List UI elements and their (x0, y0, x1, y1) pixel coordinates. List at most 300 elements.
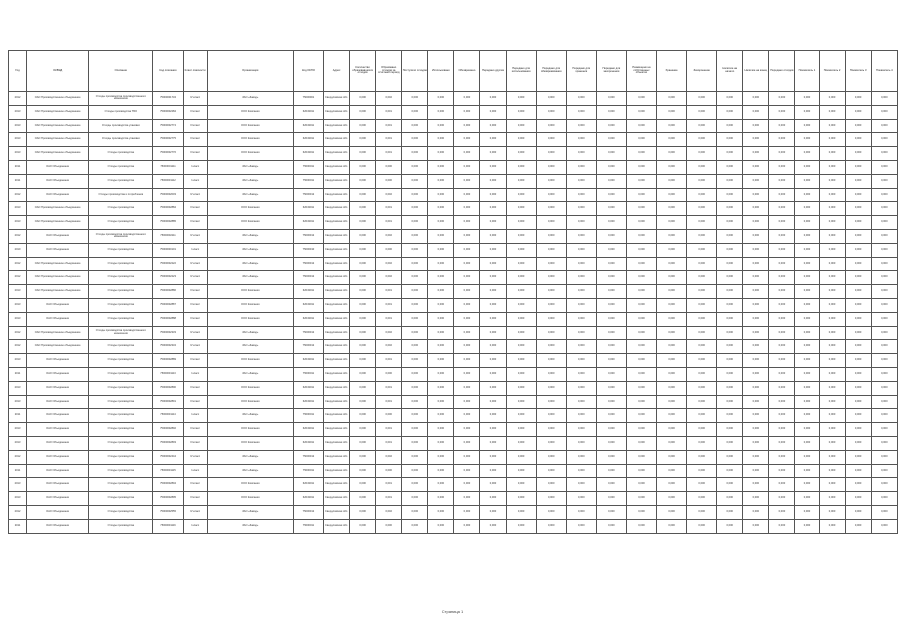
table-cell: 0,000 (536, 216, 566, 230)
table-cell: 0,000 (717, 409, 743, 423)
table-cell: 75000001112 (153, 174, 183, 188)
table-cell: 0,000 (454, 174, 480, 188)
table-cell: 0,000 (402, 354, 428, 368)
table-cell: 0,000 (795, 285, 819, 299)
table-cell: Отходы производства упаковки (89, 119, 153, 133)
table-cell: 0,000 (717, 381, 743, 395)
table-cell: ЗАО «Завод» (207, 243, 293, 257)
table-cell: IV класс (183, 505, 207, 519)
table-cell: 0,000 (795, 381, 819, 395)
table-cell: 0,000 (480, 188, 506, 202)
table-cell: 75000002889 (153, 354, 183, 368)
table-cell: 0,001 (376, 436, 402, 450)
table-cell: Свердловская обл. (324, 229, 350, 243)
table-cell: 0,000 (769, 423, 795, 437)
table-cell: 0,000 (845, 119, 871, 133)
table-row (9, 381, 898, 395)
table-cell: Свердловская обл. (324, 367, 350, 381)
table-row (9, 188, 898, 202)
table-cell: 0,000 (626, 257, 656, 271)
header-row (9, 51, 898, 92)
table-cell: 0,000 (845, 519, 871, 533)
table-cell: ОАО Производственное объединение (27, 202, 89, 216)
table-cell: 0,000 (536, 409, 566, 423)
table-cell: 0,000 (480, 505, 506, 519)
table-cell: 0,000 (454, 92, 480, 106)
table-cell: 0,000 (428, 492, 454, 506)
table-cell: ОАО Объединение (27, 367, 89, 381)
table-cell: 0,000 (536, 285, 566, 299)
table-cell: 0,000 (454, 354, 480, 368)
table-cell: 0,000 (480, 257, 506, 271)
table-cell: 0,000 (454, 381, 480, 395)
table-cell: 2013 (9, 202, 27, 216)
table-cell: 2012 (9, 326, 27, 340)
table-cell: 0,000 (795, 160, 819, 174)
table-cell: 0,000 (871, 285, 897, 299)
table-cell: Свердловская обл. (324, 216, 350, 230)
table-cell: 0,000 (687, 354, 717, 368)
table-cell: 0,000 (566, 119, 596, 133)
table-cell: 0,000 (536, 381, 566, 395)
table-cell: 0,000 (819, 147, 845, 161)
table-cell: IV класс (183, 326, 207, 340)
table-cell: 0,000 (454, 478, 480, 492)
table-cell: 75000000101 (153, 243, 183, 257)
table-cell: 0,001 (376, 395, 402, 409)
table-cell: 62043011 (293, 285, 323, 299)
table-cell: 75000002776 (153, 147, 183, 161)
table-cell: 0,000 (769, 298, 795, 312)
table-cell: 0,000 (536, 423, 566, 437)
table-cell: 0,000 (428, 160, 454, 174)
table-cell: 0,000 (566, 354, 596, 368)
table-cell: 0,000 (871, 423, 897, 437)
table-cell: 0,000 (454, 188, 480, 202)
table-cell: 0,000 (717, 298, 743, 312)
table-cell: 0,000 (626, 326, 656, 340)
table-cell: 0,000 (687, 174, 717, 188)
table-cell: 0,000 (506, 326, 536, 340)
table-cell: 0,000 (795, 147, 819, 161)
table-cell: 0,001 (376, 133, 402, 147)
table-cell: 0,000 (350, 133, 376, 147)
table-cell: 0,000 (769, 229, 795, 243)
table-cell: ОАО Объединение (27, 354, 89, 368)
table-cell: 0,000 (536, 312, 566, 326)
table-cell: 0,000 (743, 492, 769, 506)
table-cell: 0,000 (506, 423, 536, 437)
table-cell: 75000001115 (153, 464, 183, 478)
column-header: Передано для захоронения (596, 51, 626, 92)
table-cell: 0,000 (819, 478, 845, 492)
table-cell: 0,000 (657, 243, 687, 257)
table-cell: 0,000 (687, 436, 717, 450)
table-cell: 0,000 (566, 381, 596, 395)
table-cell: ОАО Объединение (27, 464, 89, 478)
table-cell: 0,000 (626, 92, 656, 106)
table-cell: 0,000 (717, 174, 743, 188)
table-cell: 0,000 (536, 478, 566, 492)
table-cell: IV класс (183, 257, 207, 271)
table-cell: 0,000 (626, 505, 656, 519)
table-cell: Свердловская обл. (324, 92, 350, 106)
table-cell: 0,000 (743, 354, 769, 368)
table-cell: 0,000 (536, 133, 566, 147)
table-cell: III класс (183, 395, 207, 409)
table-cell: 0,001 (376, 119, 402, 133)
table-cell: IV класс (183, 92, 207, 106)
table-cell: 0,000 (428, 119, 454, 133)
table-cell: 0,000 (845, 257, 871, 271)
column-header: Класс опасности (183, 51, 207, 92)
table-cell: 0,000 (871, 409, 897, 423)
table-cell: Отходы производства (89, 160, 153, 174)
table-row (9, 160, 898, 174)
table-cell: 0,000 (871, 381, 897, 395)
table-cell: 0,000 (845, 423, 871, 437)
table-cell: 0,000 (657, 381, 687, 395)
table-cell: Отходы производства (89, 381, 153, 395)
table-cell: 62043011 (293, 105, 323, 119)
table-cell: 0,000 (769, 340, 795, 354)
table-cell: 62043011 (293, 478, 323, 492)
table-cell: 0,000 (454, 326, 480, 340)
table-cell: 0,000 (717, 436, 743, 450)
table-cell: ООО Компания (207, 492, 293, 506)
table-cell: 0,000 (454, 133, 480, 147)
table-cell: Свердловская обл. (324, 478, 350, 492)
table-cell: 0,000 (350, 243, 376, 257)
table-cell: 0,000 (871, 340, 897, 354)
table-cell: ЗАО «Завод» (207, 409, 293, 423)
table-cell: 0,000 (657, 409, 687, 423)
table-cell: 2011 (9, 160, 27, 174)
table-cell: 0,000 (717, 395, 743, 409)
column-header: Поступило отходов (402, 51, 428, 92)
table-cell: 75000012 (293, 505, 323, 519)
table-cell: 0,000 (871, 436, 897, 450)
table-cell: 0,000 (506, 312, 536, 326)
table-cell: 0,000 (350, 450, 376, 464)
table-cell: 0,000 (350, 216, 376, 230)
table-cell: 0,000 (769, 271, 795, 285)
table-cell: 0,000 (871, 312, 897, 326)
table-cell: 62043011 (293, 298, 323, 312)
column-header: Передано для хранения (566, 51, 596, 92)
document-sheet (8, 50, 898, 534)
table-cell: 75000002334 (153, 340, 183, 354)
table-cell: III класс (183, 285, 207, 299)
column-header: Год (9, 51, 27, 92)
table-cell: 0,000 (536, 119, 566, 133)
table-cell: 0,000 (687, 340, 717, 354)
table-cell: 0,000 (743, 257, 769, 271)
table-cell: 0,000 (428, 312, 454, 326)
table-row (9, 450, 898, 464)
table-row (9, 105, 898, 119)
table-cell: 62043011 (293, 395, 323, 409)
table-cell: 0,000 (687, 409, 717, 423)
table-cell: 2013 (9, 436, 27, 450)
table-cell: 0,000 (596, 105, 626, 119)
table-cell: 0,000 (717, 423, 743, 437)
table-cell: III класс (183, 133, 207, 147)
column-header: Показатель 2 (819, 51, 845, 92)
table-cell: 0,000 (480, 271, 506, 285)
table-cell: 0,000 (376, 243, 402, 257)
table-cell: 0,000 (454, 119, 480, 133)
table-cell: 0,000 (428, 285, 454, 299)
table-cell: 0,000 (743, 216, 769, 230)
table-cell: 0,000 (769, 188, 795, 202)
table-cell: 0,000 (480, 423, 506, 437)
table-cell: ЗАО «Завод» (207, 519, 293, 533)
table-cell: ООО Компания (207, 478, 293, 492)
table-cell: 0,000 (743, 105, 769, 119)
table-cell: Отходы производства (89, 174, 153, 188)
table-cell: 0,000 (566, 202, 596, 216)
table-cell: 0,000 (596, 381, 626, 395)
table-cell: 0,000 (626, 216, 656, 230)
table-cell: 75000011 (293, 174, 323, 188)
table-cell: 0,000 (717, 285, 743, 299)
table-cell: 0,000 (795, 492, 819, 506)
table-cell: 0,000 (657, 174, 687, 188)
table-cell: 0,000 (506, 119, 536, 133)
table-cell: 0,000 (657, 105, 687, 119)
table-cell: 0,000 (819, 354, 845, 368)
table-cell: ООО Компания (207, 202, 293, 216)
table-cell: 0,000 (350, 298, 376, 312)
table-cell: 0,000 (819, 271, 845, 285)
table-cell: 0,000 (717, 354, 743, 368)
table-cell: 0,000 (536, 492, 566, 506)
table-cell: 0,000 (819, 285, 845, 299)
table-cell: 0,000 (506, 285, 536, 299)
table-cell: 0,000 (350, 147, 376, 161)
table-cell: 2012 (9, 188, 27, 202)
table-cell: 0,000 (819, 340, 845, 354)
table-cell: 0,000 (795, 409, 819, 423)
table-cell: Свердловская обл. (324, 133, 350, 147)
table-cell: Отходы производства (89, 450, 153, 464)
table-cell: 0,000 (657, 298, 687, 312)
table-cell: 0,000 (871, 271, 897, 285)
table-cell: 62043011 (293, 381, 323, 395)
table-cell: 0,000 (428, 92, 454, 106)
table-cell: 75000002444 (153, 450, 183, 464)
table-cell: 0,000 (480, 312, 506, 326)
table-cell: 0,000 (454, 367, 480, 381)
table-cell: Свердловская обл. (324, 160, 350, 174)
table-cell: 0,000 (566, 519, 596, 533)
table-cell: 0,000 (769, 436, 795, 450)
table-cell: 0,000 (717, 312, 743, 326)
table-cell: 0,000 (402, 381, 428, 395)
table-cell: 0,000 (566, 367, 596, 381)
table-cell: Отходы производства (89, 340, 153, 354)
table-cell: Свердловская обл. (324, 492, 350, 506)
table-cell: 0,000 (845, 409, 871, 423)
table-cell: 0,000 (769, 478, 795, 492)
table-cell: 0,000 (769, 202, 795, 216)
table-cell: 2013 (9, 381, 27, 395)
table-cell: ООО Компания (207, 119, 293, 133)
table-cell: ЗАО «Завод» (207, 257, 293, 271)
column-header: Передано для использования (506, 51, 536, 92)
table-cell: III класс (183, 119, 207, 133)
table-row (9, 147, 898, 161)
table-cell: 0,000 (626, 174, 656, 188)
table-cell: 0,000 (871, 216, 897, 230)
table-cell: ЗАО «Завод» (207, 464, 293, 478)
table-cell: 0,000 (845, 243, 871, 257)
table-cell: 0,000 (596, 367, 626, 381)
table-cell: 0,000 (536, 505, 566, 519)
table-cell: 0,000 (506, 436, 536, 450)
column-header: Количество образовавшихся отходов (350, 51, 376, 92)
table-cell: 2012 (9, 257, 27, 271)
table-cell: 0,000 (536, 188, 566, 202)
table-cell: 0,000 (626, 298, 656, 312)
table-cell: 0,000 (506, 174, 536, 188)
table-cell: 0,000 (795, 464, 819, 478)
table-cell: 62043011 (293, 133, 323, 147)
table-cell: 0,000 (769, 257, 795, 271)
table-row (9, 395, 898, 409)
table-cell: IV класс (183, 188, 207, 202)
table-cell: 0,000 (506, 478, 536, 492)
column-header: Показатель 4 (871, 51, 897, 92)
table-cell: 0,000 (596, 216, 626, 230)
table-cell: 0,000 (626, 340, 656, 354)
table-cell: 0,000 (845, 450, 871, 464)
table-cell: 0,000 (596, 92, 626, 106)
table-cell: 0,000 (566, 92, 596, 106)
table-cell: 0,000 (536, 257, 566, 271)
table-cell: 0,000 (769, 243, 795, 257)
table-cell: 0,000 (819, 188, 845, 202)
table-cell: 75000002775 (153, 133, 183, 147)
table-cell: Отходы производства (89, 202, 153, 216)
table-cell: 0,000 (506, 395, 536, 409)
table-cell: 0,000 (743, 202, 769, 216)
table-cell: 0,000 (626, 519, 656, 533)
column-header: Образовано отходов за отчётный период (376, 51, 402, 92)
table-cell: 0,000 (454, 423, 480, 437)
table-cell: 0,000 (657, 257, 687, 271)
table-cell: 0,000 (376, 464, 402, 478)
table-cell: 0,000 (566, 492, 596, 506)
table-cell: 0,000 (687, 285, 717, 299)
table-cell: 0,000 (506, 381, 536, 395)
table-cell: 0,000 (566, 174, 596, 188)
table-cell: ОАО Объединение (27, 409, 89, 423)
table-cell: Свердловская обл. (324, 271, 350, 285)
table-cell: 0,001 (376, 216, 402, 230)
table-cell: 0,000 (596, 285, 626, 299)
table-cell: 0,000 (743, 423, 769, 437)
table-cell: 0,000 (566, 271, 596, 285)
table-cell: 2013 (9, 354, 27, 368)
table-cell: 0,000 (454, 492, 480, 506)
table-cell: 0,000 (657, 519, 687, 533)
table-cell: I класс (183, 409, 207, 423)
table-cell: 0,000 (845, 381, 871, 395)
table-cell: 0,000 (454, 450, 480, 464)
table-cell: 0,000 (717, 450, 743, 464)
table-cell: 0,001 (376, 492, 402, 506)
table-cell: 0,000 (626, 160, 656, 174)
column-header: Наличие на начало (717, 51, 743, 92)
table-cell: 0,002 (376, 340, 402, 354)
table-cell: 0,000 (402, 478, 428, 492)
table-cell: 0,000 (769, 450, 795, 464)
table-cell: 75000012 (293, 271, 323, 285)
table-cell: 0,000 (350, 519, 376, 533)
table-cell: 0,000 (350, 409, 376, 423)
table-cell: 75000002555 (153, 505, 183, 519)
table-cell: ООО Компания (207, 105, 293, 119)
table-cell: ЗАО «Завод» (207, 367, 293, 381)
table-cell: 0,000 (845, 229, 871, 243)
table-cell: ЗАО «Завод» (207, 92, 293, 106)
table-cell: 2012 (9, 340, 27, 354)
table-cell: 75000002894 (153, 478, 183, 492)
table-cell: 0,000 (626, 478, 656, 492)
table-row (9, 340, 898, 354)
table-cell: 2013 (9, 423, 27, 437)
table-cell: 0,000 (566, 450, 596, 464)
table-cell: 0,000 (626, 202, 656, 216)
table-cell: 0,000 (845, 105, 871, 119)
table-cell: 0,000 (566, 326, 596, 340)
table-cell: 0,000 (428, 423, 454, 437)
table-cell: 0,000 (845, 298, 871, 312)
table-cell: 0,000 (536, 354, 566, 368)
table-cell: ОАО Объединение (27, 298, 89, 312)
table-cell: 0,000 (769, 395, 795, 409)
table-cell: Свердловская обл. (324, 119, 350, 133)
table-cell: 2013 (9, 298, 27, 312)
table-cell: 0,000 (871, 188, 897, 202)
table-cell: ОАО Объединение (27, 423, 89, 437)
table-cell: ЗАО «Завод» (207, 188, 293, 202)
table-cell: 0,000 (566, 395, 596, 409)
table-cell: 0,000 (402, 367, 428, 381)
table-cell: 0,000 (376, 160, 402, 174)
table-cell: 0,000 (350, 436, 376, 450)
table-cell: 0,000 (795, 505, 819, 519)
table-cell: 0,000 (480, 450, 506, 464)
table-cell: III класс (183, 492, 207, 506)
table-cell: 0,000 (717, 133, 743, 147)
table-cell: 0,000 (743, 326, 769, 340)
page-footer: Страница 1 (441, 609, 464, 614)
table-cell: 0,000 (871, 298, 897, 312)
table-cell: 0,000 (350, 105, 376, 119)
table-cell: 0,001 (376, 147, 402, 161)
table-cell: 0,001 (376, 202, 402, 216)
table-cell: I класс (183, 160, 207, 174)
table-cell: ОАО Производственное объединение (27, 147, 89, 161)
column-header: Размещено на собственных объектах (626, 51, 656, 92)
table-cell: 0,000 (626, 409, 656, 423)
table-cell: 0,000 (795, 312, 819, 326)
table-cell: ООО Компания (207, 436, 293, 450)
table-cell: 0,000 (350, 464, 376, 478)
